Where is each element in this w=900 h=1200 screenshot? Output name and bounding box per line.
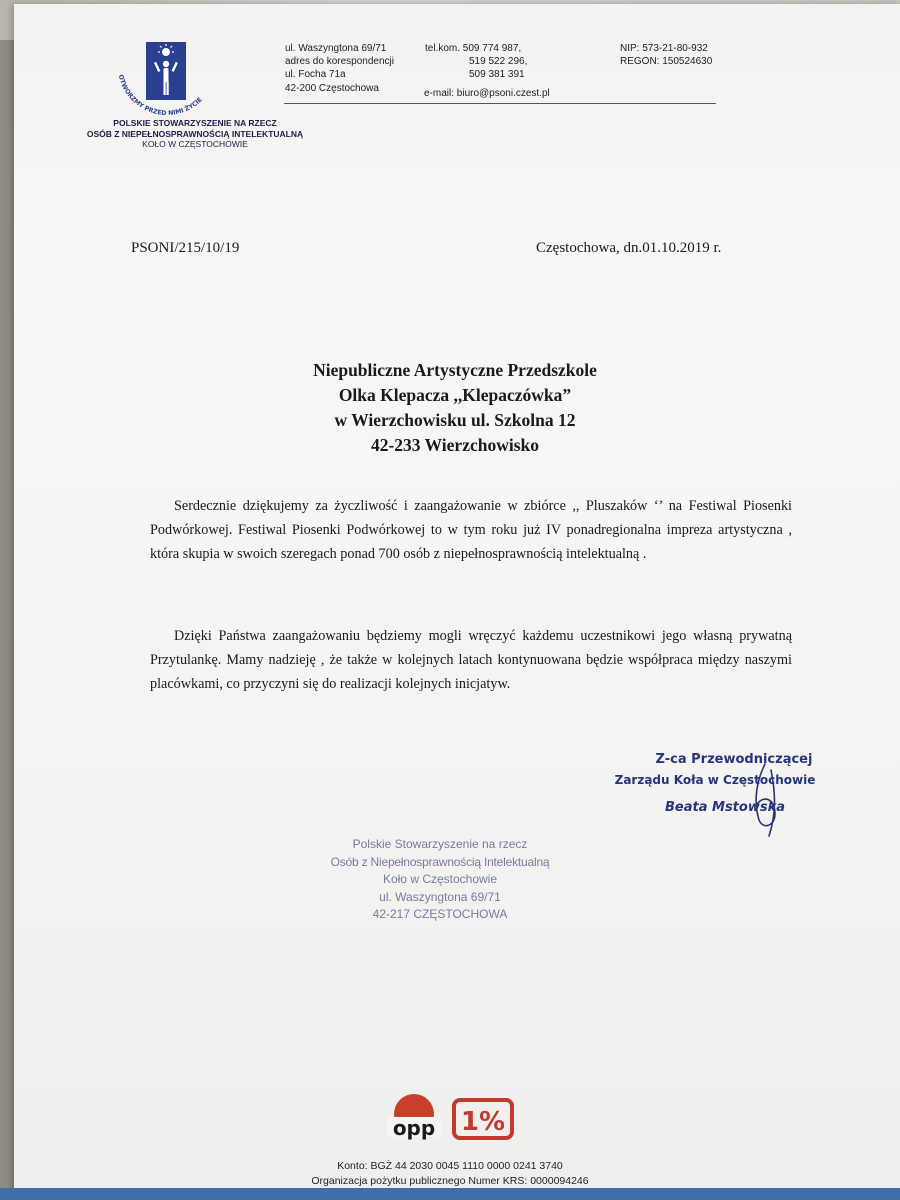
header-phones [425, 42, 527, 82]
phone-line: tel.kom. 509 774 987, [425, 43, 522, 54]
letter-sheet [14, 4, 900, 1200]
letter-date: Częstochowa, dn.01.10.2019 r. [536, 240, 722, 256]
signature-unit: Zarządu Koła w Częstochowie [614, 773, 816, 787]
header-ids [620, 42, 712, 68]
bank-account: Konto: BGŻ 44 2030 0045 1110 0000 0241 3740 [337, 1160, 563, 1172]
org-name-line2: OSÓB Z NIEPEŁNOSPRAWNOŚCIĄ INTELEKTUALNĄ [86, 128, 304, 139]
phone-line: 519 522 296, [469, 56, 528, 68]
header-address [285, 42, 394, 95]
regon-number: REGON: 150524630 [620, 56, 713, 68]
org-name-line3: KOŁO W CZĘSTOCHOWIE [142, 139, 248, 149]
signature-stamp [600, 750, 830, 818]
paragraph-text: Serdecznie dziękujemy za życzliwość i zaangażowanie w zbiórce ,, Pluszaków ‘’ na Festiwal Piosenki Podwórkowej. Festiwal Piosenki Podwórkowej to w tym roku już IV ponadregionalna impreza artystyczna , która skupia w swoich szeregach ponad 700 osób z niepełnosprawnością intelektualną . [150, 498, 792, 562]
body-paragraph-2 [150, 624, 792, 696]
org-name-line1: POLSKIE STOWARZYSZENIE NA RZECZ [113, 118, 277, 128]
header-divider [284, 103, 716, 104]
letter-reference: PSONI/215/10/19 [131, 240, 240, 256]
body-paragraph-1 [150, 494, 792, 566]
stamp-line: Koło w Częstochowie [382, 872, 498, 886]
paragraph-text: Dzięki Państwa zaangażowaniu będziemy mogli wręczyć każdemu uczestnikowi jego własną prywatną Przytulankę. Mamy nadzieję , że także w kolejnych latach kontynuowana będzie współpraca między naszymi placówkami, co przyczyni się do realizacji kolejnych inicjatyw. [150, 628, 792, 692]
address-line: ul. Focha 71a [285, 69, 346, 81]
addressee-line: 42-233 Wierzchowisko [370, 435, 540, 455]
address-line: 42-200 Częstochowa [285, 82, 379, 94]
header-email: e-mail: biuro@psoni.czest.pl [424, 88, 550, 99]
stamp-line: ul. Waszyngtona 69/71 [379, 889, 501, 904]
nip-number: NIP: 573-21-80-932 [620, 43, 708, 54]
krs-status: Organizacja pożytku publicznego Numer KRS: 0000094246 [311, 1175, 589, 1187]
addressee-line: Niepubliczne Artystyczne Przedszkole [313, 360, 597, 380]
addressee-line: w Wierzchowisku ul. Szkolna 12 [334, 410, 576, 430]
stamp-line: Osób z Niepełnosprawnością Intelektualną [330, 854, 550, 869]
signature-name: Beata Mstowska [665, 800, 785, 815]
address-line: adres do korespondencji [285, 56, 394, 68]
organization-stamp [300, 836, 580, 924]
logo-arc-text: OTWÓRZMY PRZED NIMI ŻYCIE [116, 73, 204, 118]
blue-desk-strip [0, 1188, 900, 1200]
one-percent-logo [452, 1098, 514, 1140]
opp-label: opp [392, 1116, 436, 1140]
opp-logo [385, 1093, 443, 1143]
handwritten-signature [735, 760, 795, 840]
organization-name [60, 118, 330, 150]
percent-label: 1% [460, 1107, 506, 1137]
signature-title: Z-ca Przewodniczącej [655, 752, 813, 767]
phone-line: 509 381 391 [469, 69, 525, 81]
organization-logo [104, 38, 224, 122]
addressee-block [200, 358, 710, 458]
stamp-line: Polskie Stowarzyszenie na rzecz [352, 837, 528, 851]
addressee-line: Olka Klepacza ,,Klepaczówka” [338, 385, 572, 405]
stamp-line: 42-217 CZĘSTOCHOWA [372, 907, 508, 921]
address-line: ul. Waszyngtona 69/71 [285, 43, 387, 54]
